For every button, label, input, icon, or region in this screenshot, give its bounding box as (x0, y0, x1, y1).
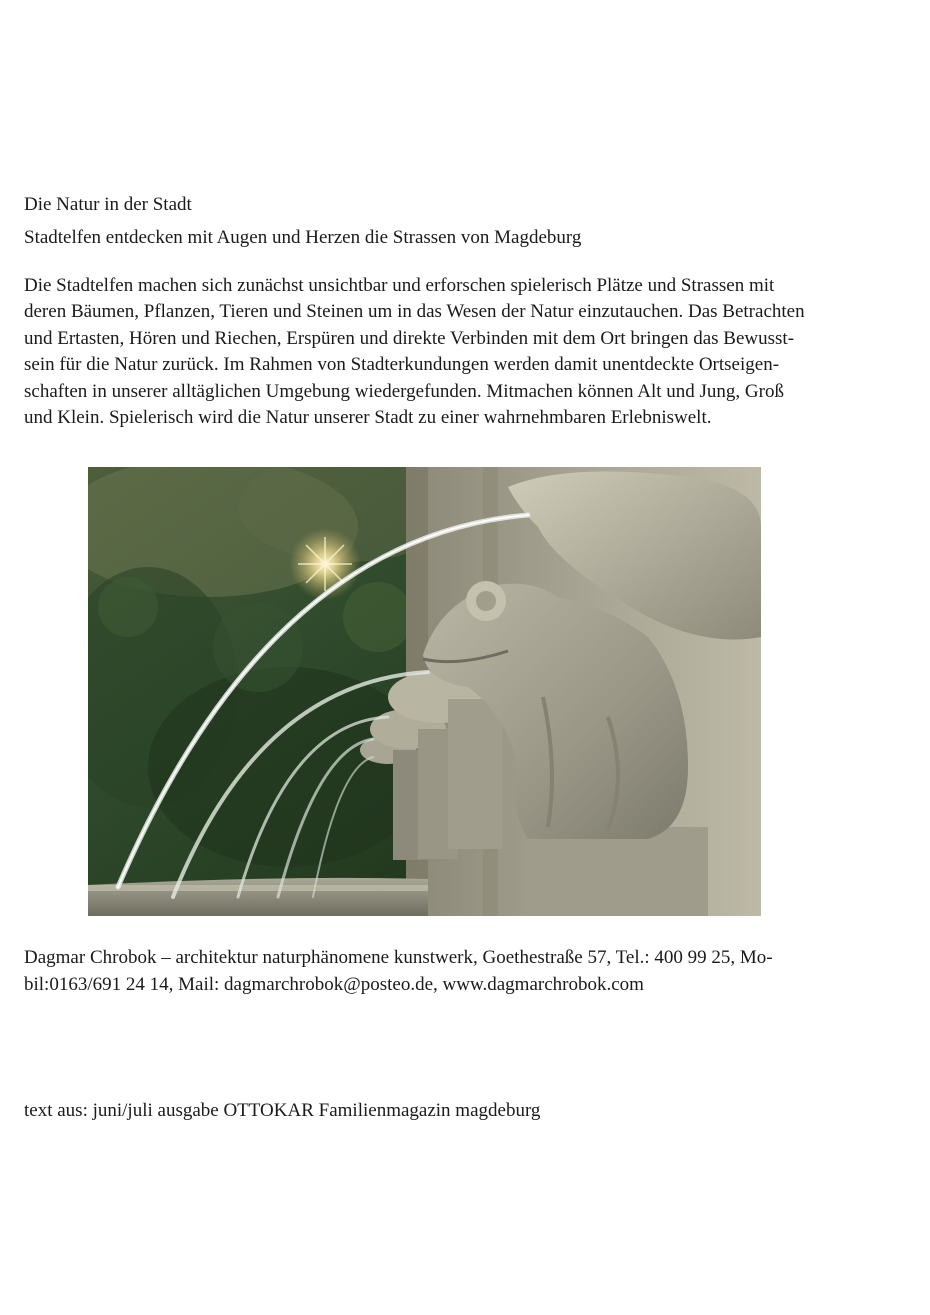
body-line: schaften in unserer alltäglichen Umgebung wiedergefunden. Mitmachen können Alt und Jung, Groß (24, 380, 784, 402)
body-line: deren Bäumen, Pflanzen, Tieren und Steinen um in das Wesen der Natur einzutauchen. Das Betrachten (24, 301, 805, 323)
article-title: Die Natur in der Stadt (24, 194, 192, 215)
article-subtitle: Stadtelfen entdecken mit Augen und Herzen die Strassen von Magdeburg (24, 227, 582, 248)
body-line: und Klein. Spielerisch wird die Natur unserer Stadt zu einer wahrnehmbaren Erlebniswelt. (24, 407, 712, 429)
article-body (24, 273, 920, 431)
frog-fountain-photo (88, 467, 761, 916)
contact-info (24, 944, 920, 998)
frog-fountain-illustration (88, 467, 761, 916)
body-line: sein für die Natur zurück. Im Rahmen von Stadterkundungen werden damit unentdeckte Ortseigen- (24, 354, 780, 376)
contact-line: bil:0163/691 24 14, Mail: dagmarchrobok@posteo.de, www.dagmarchrobok.com (24, 974, 644, 995)
body-line: Die Stadtelfen machen sich zunächst unsichtbar und erforschen spielerisch Plätze und Strassen mit (24, 275, 775, 296)
body-line: und Ertasten, Hören und Riechen, Erspüren und direkte Verbinden mit dem Ort bringen das Bewusst- (24, 327, 795, 349)
source-note: text aus: juni/juli ausgabe OTTOKAR Familienmagazin magdeburg (24, 1100, 541, 1121)
contact-line: Dagmar Chrobok – architektur naturphänomene kunstwerk, Goethestraße 57, Tel.: 400 99 25, Mo- (24, 947, 773, 968)
